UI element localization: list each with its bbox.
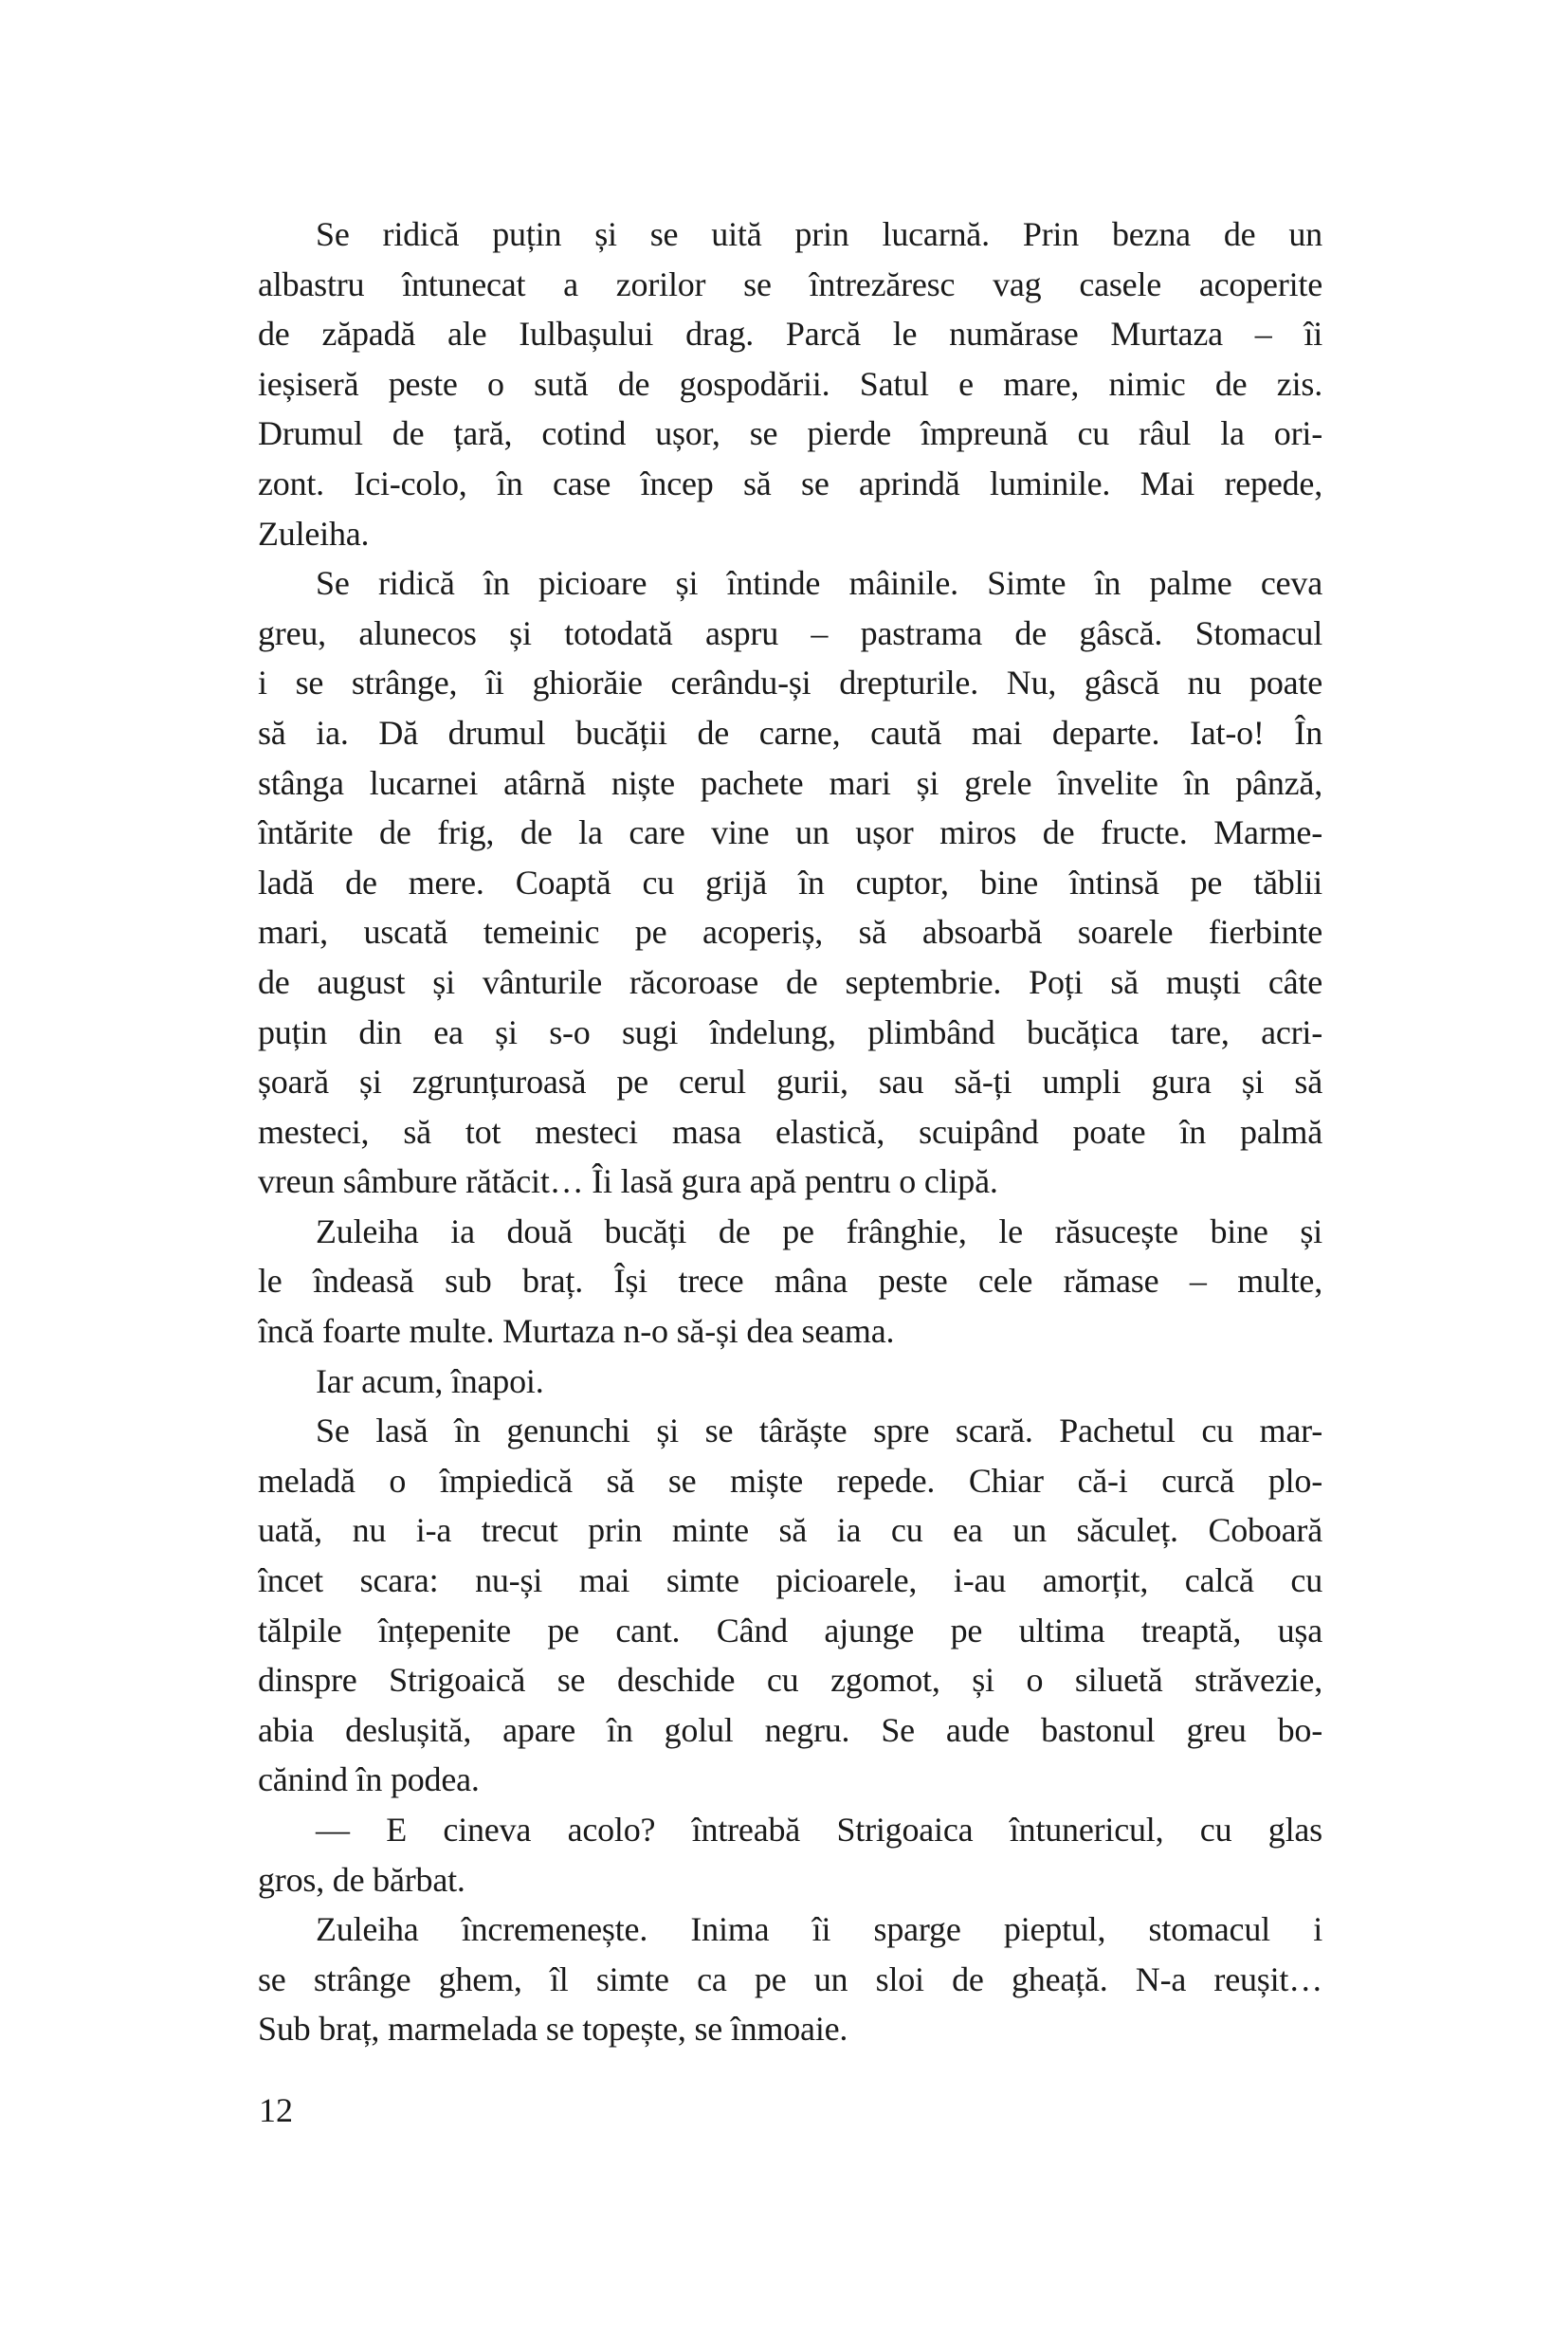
text-line: stânga lucarnei atârnă niște pachete mari și grele învelite în pânză, — [258, 763, 1322, 802]
text-line: Se ridică puțin și se uită prin lucarnă. Prin bezna de un — [316, 215, 1322, 253]
text-line: se strânge ghem, îl simte ca pe un sloi de gheață. N-a reușit… — [258, 1959, 1322, 1998]
text-line: uată, nu i-a trecut prin minte să ia cu ea un săculeț. Coboară — [258, 1511, 1322, 1550]
text-line: albastru întunecat a zorilor se întrezăresc vag casele acoperite — [258, 264, 1322, 303]
text-line: șoară și zgrunțuroasă pe cerul gurii, sau să-ți umpli gura și să — [258, 1063, 1322, 1102]
text-line: întărite de frig, de la care vine un ușor miros de fructe. Marme- — [258, 813, 1322, 852]
text-line: Sub braț, marmelada se topește, se înmoaie. — [258, 2010, 848, 2049]
text-line: de zăpadă ale Iulbașului drag. Parcă le numărase Murtaza – îi — [258, 315, 1322, 354]
text-block — [258, 210, 1322, 2054]
text-line: gros, de bărbat. — [258, 1860, 465, 1899]
text-line: să ia. Dă drumul bucății de carne, caută mai departe. Iat-o! În — [258, 713, 1322, 752]
text-line: ieșiseră peste o sută de gospodării. Satul e mare, nimic de zis. — [258, 364, 1322, 403]
text-line: Drumul de țară, cotind ușor, se pierde împreună cu râul la ori- — [258, 414, 1322, 453]
text-line: încet scara: nu-și mai simte picioarele, i-au amorțit, calcă cu — [258, 1561, 1322, 1600]
text-line: le îndeasă sub braț. Își trece mâna peste cele rămase – multe, — [258, 1262, 1322, 1301]
page-number: 12 — [259, 2091, 293, 2129]
text-line: Zuleiha ia două bucăți de pe frânghie, le răsucește bine și — [316, 1212, 1322, 1250]
text-line: Zuleiha. — [258, 514, 370, 553]
text-line: — E cineva acolo? întreabă Strigoaica întunericul, cu glas — [316, 1811, 1322, 1849]
text-line: încă foarte multe. Murtaza n-o să-și dea seama. — [258, 1312, 895, 1351]
text-line: dinspre Strigoaică se deschide cu zgomot, și o siluetă străvezie, — [258, 1661, 1322, 1700]
text-line: mari, uscată temeinic pe acoperiș, să absoarbă soarele fierbinte — [258, 913, 1322, 952]
text-line: meladă o împiedică să se miște repede. Chiar că-i curcă plo- — [258, 1461, 1322, 1500]
text-line: ladă de mere. Coaptă cu grijă în cuptor, bine întinsă pe tăblii — [258, 863, 1322, 902]
text-line: Se lasă în genunchi și se târăște spre scară. Pachetul cu mar- — [316, 1412, 1322, 1450]
text-line: Se ridică în picioare și întinde mâinile. Simte în palme ceva — [316, 564, 1322, 603]
text-line: de august și vânturile răcoroase de septembrie. Poți să muști câte — [258, 962, 1322, 1001]
text-line: tălpile înțepenite pe cant. Când ajunge pe ultima treaptă, ușa — [258, 1611, 1322, 1649]
text-line: Iar acum, înapoi. — [316, 1361, 544, 1400]
text-line: zont. Ici-colo, în case încep să se aprindă luminile. Mai repede, — [258, 464, 1322, 502]
text-line: cănind în podea. — [258, 1760, 480, 1799]
text-line: Zuleiha încremenește. Inima îi sparge pieptul, stomacul i — [316, 1910, 1322, 1949]
text-line: greu, alunecos și totodată aspru – pastrama de gâscă. Stomacul — [258, 613, 1322, 652]
text-line: abia deslușită, apare în golul negru. Se aude bastonul greu bo- — [258, 1710, 1322, 1749]
text-line: i se strânge, îi ghiorăie cerându-și drepturile. Nu, gâscă nu poate — [258, 664, 1322, 702]
text-line: vreun sâmbure rătăcit… Îi lasă gura apă pentru o clipă. — [258, 1162, 998, 1201]
text-line: mesteci, să tot mesteci masa elastică, scuipând poate în palmă — [258, 1112, 1322, 1151]
text-line: puțin din ea și s-o sugi îndelung, plimbând bucățica tare, acri- — [258, 1012, 1322, 1051]
